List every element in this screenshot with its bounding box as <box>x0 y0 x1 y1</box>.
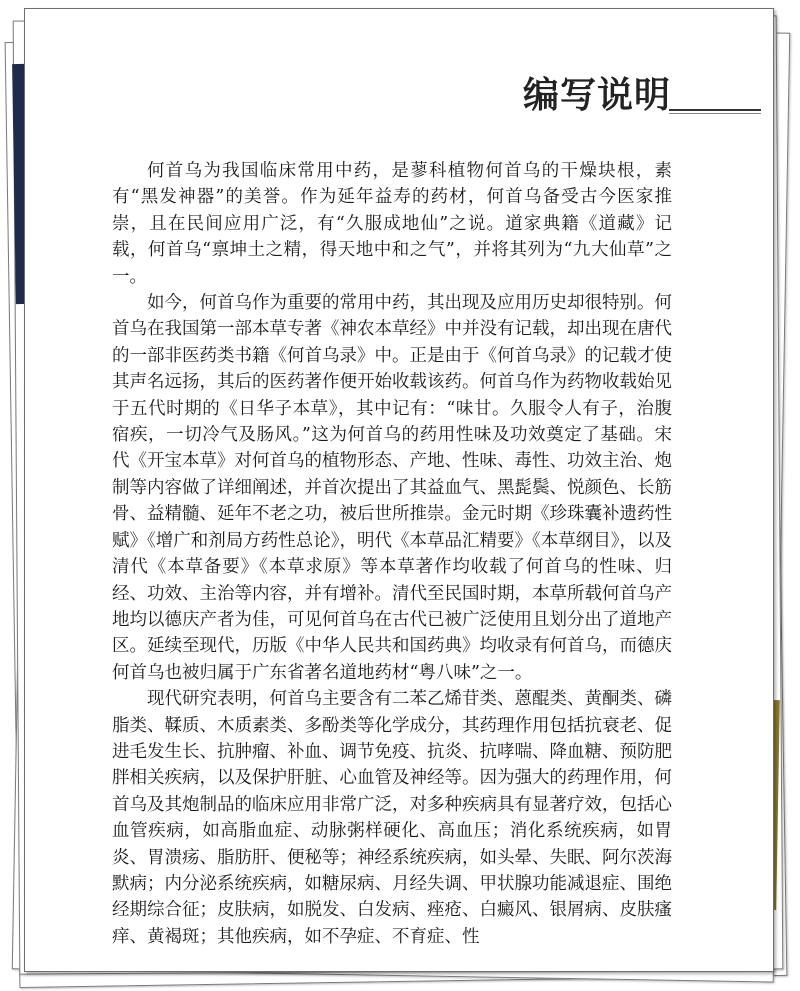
title-underline <box>669 109 761 111</box>
body-text <box>112 158 672 950</box>
paragraph: 何首乌为我国临床常用中药，是蓼科植物何首乌的干燥块根，素有“黑发神器”的美誉。作为延年益寿的药材，何首乌备受古今医家推崇，且在民间应用广泛，有“久服成地仙”之说。道家典籍《道藏》记载，何首乌“禀坤土之精，得天地中和之气”，并将其列为“九大仙草”之一。 <box>112 161 672 287</box>
document-page <box>24 8 774 972</box>
title-underline <box>669 113 761 114</box>
paragraph: 如今，何首乌作为重要的常用中药，其出现及应用历史却很特别。何首乌在我国第一部本草专著《神农本草经》中并没有记载，却出现在唐代的一部非医药类书籍《何首乌录》中。正是由于《何首乌录》的记载才使其声名远扬，其后的医药著作便开始收载该药。何首乌作为药物收载始见于五代时期的《日华子本草》，其中记有：“味甘。久服令人有子，治腹宿疾，一切冷气及肠风。”这为何首乌的药用性味及功效奠定了基础。宋代《开宝本草》对何首乌的植物形态、产地、性味、毒性、功效主治、炮制等内容做了详细阐述，并首次提出了其益血气、黑髭鬓、悦颜色、长筋骨、益精髓、延年不老之功，被后世所推崇。金元时期《珍珠囊补遗药性赋》《增广和剂局方药性总论》，明代《本草品汇精要》《本草纲目》，以及清代《本草备要》《本草求原》等本草著作均收载了何首乌的性味、归经、功效、主治等内容，并有增补。清代至民国时期，本草所载何首乌产地均以德庆产者为佳，可见何首乌在古代已被广泛使用且划分出了道地产区。延续至现代，历版《中华人民共和国药典》均收录有何首乌，而德庆何首乌也被归属于广东省著名道地药材“粤八味”之一。 <box>112 293 672 683</box>
page-title: 编写说明 <box>522 74 671 116</box>
paragraph: 现代研究表明，何首乌主要含有二苯乙烯苷类、蒽醌类、黄酮类、磷脂类、鞣质、木质素类、多酚类等化学成分，其药理作用包括抗衰老、促进毛发生长、抗肿瘤、补血、调节免疫、抗炎、抗哮喘、降血糖、预防肥胖相关疾病，以及保护肝脏、心血管及神经等。因为强大的药理作用，何首乌及其炮制品的临床应用非常广泛，对多种疾病具有显著疗效，包括心血管疾病，如高脂血症、动脉粥样硬化、高血压；消化系统疾病，如胃炎、胃溃疡、脂肪肝、便秘等；神经系统疾病，如头晕、失眠、阿尔茨海默病；内分泌系统疾病，如糖尿病、月经失调、甲状腺功能减退症、围绝经期综合征；皮肤病，如脱发、白发病、痤疮、白癜风、银屑病、皮肤瘙痒、黄褐斑；其他疾病，如不孕症、不育症、性 <box>112 689 672 947</box>
